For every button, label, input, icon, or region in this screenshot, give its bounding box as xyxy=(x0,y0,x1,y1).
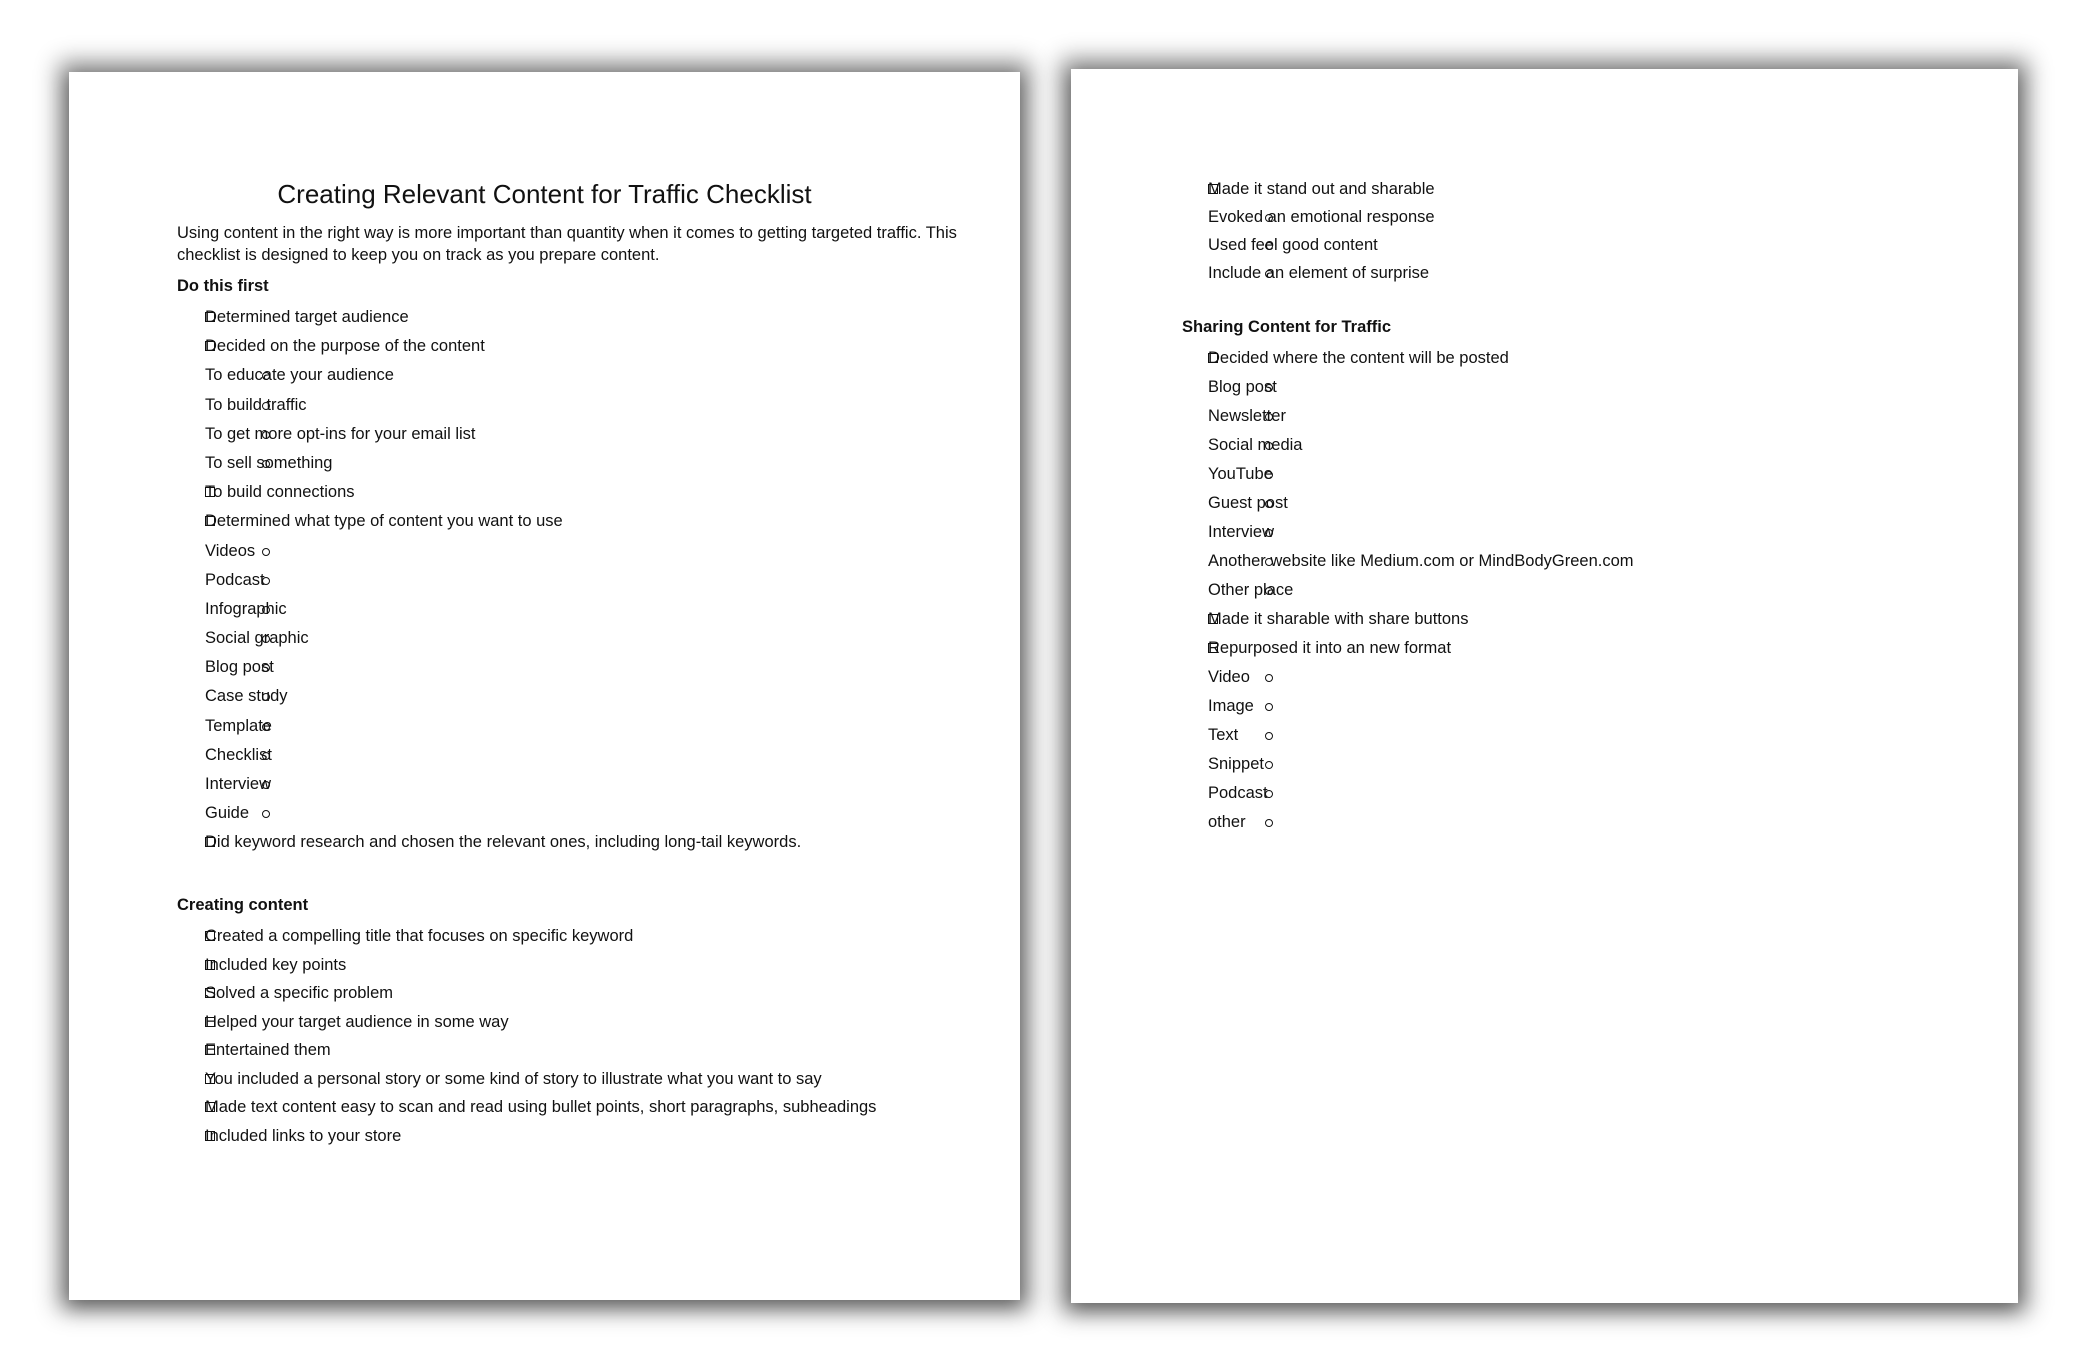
sub-list-item xyxy=(1208,377,1988,398)
checkbox-icon xyxy=(1208,184,1218,194)
page-title: Creating Relevant Content for Traffic Checklist xyxy=(277,179,812,209)
sub-list-item xyxy=(1208,522,1988,543)
item-text: Created a compelling title that focuses on specific keyword xyxy=(205,927,634,945)
checkbox-icon xyxy=(1208,353,1218,363)
item-text: Made it sharable with share buttons xyxy=(1208,610,1469,628)
item-text: Solved a specific problem xyxy=(205,984,394,1002)
item-text: Blog post xyxy=(205,658,274,677)
bullet-circle-icon xyxy=(1265,500,1273,508)
item-text: Another website like Medium.com or MindBodyGreen.com xyxy=(1208,552,1634,570)
checklist-do-this-first xyxy=(205,307,1005,862)
item-text: Interview xyxy=(1208,523,1275,541)
item-text: Decided on the purpose of the content xyxy=(205,337,485,356)
checkbox-icon xyxy=(205,1074,215,1084)
item-text: Template xyxy=(205,716,272,735)
sub-list-item xyxy=(1208,435,1988,456)
checklist-item xyxy=(205,1126,975,1147)
item-text: Other place xyxy=(1208,581,1294,599)
item-text: Evoked an emotional response xyxy=(1208,208,1435,226)
checkbox-icon xyxy=(205,931,215,941)
sub-list-item xyxy=(205,541,1005,562)
checklist-creating-content xyxy=(205,926,975,1154)
bullet-circle-icon xyxy=(1265,384,1273,392)
item-text: Social media xyxy=(1208,436,1303,454)
checklist-item xyxy=(205,307,1005,328)
checklist-item xyxy=(205,832,1005,853)
item-text: Checklist xyxy=(205,745,272,764)
item-text: To build connections xyxy=(205,483,355,502)
sub-list-item xyxy=(205,774,1005,795)
sub-list-item xyxy=(205,745,1005,766)
item-text: To educate your audience xyxy=(205,366,394,385)
bullet-circle-icon xyxy=(262,752,270,760)
document-page-1 xyxy=(69,72,1020,1300)
bullet-circle-icon xyxy=(1265,270,1273,278)
bullet-circle-icon xyxy=(1265,471,1273,479)
item-text: To get more opt-ins for your email list xyxy=(205,424,476,443)
item-text: Include an element of surprise xyxy=(1208,264,1430,282)
bullet-circle-icon xyxy=(262,460,270,468)
sub-list-item xyxy=(205,453,1005,474)
sub-list-item xyxy=(205,803,1005,824)
item-text: other xyxy=(1208,813,1246,831)
section-heading-sharing-content: Sharing Content for Traffic xyxy=(1182,318,1392,336)
item-text: Text xyxy=(1208,726,1239,744)
sub-list-item xyxy=(205,686,1005,707)
checklist-sharing-content xyxy=(1208,348,1988,841)
item-text: Made it stand out and sharable xyxy=(1208,180,1435,198)
bullet-circle-icon xyxy=(1265,819,1273,827)
bullet-circle-icon xyxy=(262,431,270,439)
sub-list-item xyxy=(205,628,1005,649)
item-text: Videos xyxy=(205,541,256,560)
checkbox-icon xyxy=(205,988,215,998)
item-text: Guide xyxy=(205,804,250,823)
sub-list-item xyxy=(1208,207,1988,228)
item-text: Did keyword research and chosen the relevant ones, including long-tail keywords. xyxy=(205,833,802,852)
checkbox-icon xyxy=(205,341,215,351)
checkbox-icon xyxy=(205,487,215,497)
checkbox-icon xyxy=(205,960,215,970)
sub-list-item xyxy=(1208,754,1988,775)
sub-list-item xyxy=(1208,783,1988,804)
checkbox-icon xyxy=(205,837,215,847)
bullet-circle-icon xyxy=(262,606,270,614)
sub-list-item xyxy=(1208,464,1988,485)
bullet-circle-icon xyxy=(262,723,270,731)
checklist-item xyxy=(205,511,1005,532)
checklist-item xyxy=(205,983,975,1004)
bullet-circle-icon xyxy=(1265,529,1273,537)
checklist-item xyxy=(205,336,1005,357)
item-text: Helped your target audience in some way xyxy=(205,1012,509,1031)
item-text: You included a personal story or some kind of story to illustrate what you want to say xyxy=(205,1069,822,1088)
sub-list-item xyxy=(1208,580,1988,601)
bullet-circle-icon xyxy=(1265,790,1273,798)
checklist-item xyxy=(1208,348,1988,369)
sub-list-item xyxy=(1208,725,1988,746)
bullet-circle-icon xyxy=(1265,587,1273,595)
bullet-circle-icon xyxy=(262,635,270,643)
bullet-circle-icon xyxy=(1265,442,1273,450)
checkbox-icon xyxy=(205,1131,215,1141)
item-text: Included links to your store xyxy=(205,1126,402,1145)
checkbox-icon xyxy=(205,1045,215,1055)
checklist-item xyxy=(205,482,1005,503)
bullet-circle-icon xyxy=(262,781,270,789)
sub-list-item xyxy=(1208,235,1988,256)
item-text: Entertained them xyxy=(205,1041,331,1059)
checklist-item xyxy=(205,1069,975,1090)
sub-list-item xyxy=(1208,263,1988,284)
item-text: Repurposed it into an new format xyxy=(1208,639,1452,657)
item-text: Blog post xyxy=(1208,378,1277,396)
sub-list-item xyxy=(205,395,1005,416)
intro-paragraph: Using content in the right way is more important than quantity when it comes to getting targeted traffic. This checklist is designed to keep you on track as you prepare content. xyxy=(177,224,957,264)
checklist-continued xyxy=(1208,179,1988,291)
item-text: Video xyxy=(1208,668,1250,686)
item-text: Snippet xyxy=(1208,755,1264,773)
sub-list-item xyxy=(205,599,1005,620)
checklist-item xyxy=(205,955,975,976)
item-text: Determined target audience xyxy=(205,308,409,326)
bullet-circle-icon xyxy=(262,548,270,556)
sub-list-item xyxy=(1208,493,1988,514)
bullet-circle-icon xyxy=(262,577,270,585)
item-text: Case study xyxy=(205,687,288,706)
item-text: Determined what type of content you want to use xyxy=(205,512,563,531)
sub-list-item xyxy=(205,657,1005,678)
checklist-item xyxy=(205,1097,975,1118)
item-text: Guest post xyxy=(1208,494,1288,512)
sub-list-item xyxy=(1208,812,1988,833)
item-text: Included key points xyxy=(205,955,347,974)
checklist-item xyxy=(205,1012,975,1033)
item-text: Podcast xyxy=(1208,784,1268,802)
bullet-circle-icon xyxy=(1265,703,1273,711)
item-text: Podcast xyxy=(205,570,265,589)
checkbox-icon xyxy=(1208,643,1218,653)
section-heading-do-this-first: Do this first xyxy=(177,277,269,295)
item-text: Infographic xyxy=(205,599,287,618)
checkbox-icon xyxy=(205,516,215,526)
bullet-circle-icon xyxy=(1265,413,1273,421)
document-page-2 xyxy=(1071,69,2018,1303)
checkbox-icon xyxy=(1208,614,1218,624)
sub-list-item xyxy=(205,365,1005,386)
item-text: Decided where the content will be posted xyxy=(1208,349,1509,367)
item-text: Image xyxy=(1208,697,1254,715)
bullet-circle-icon xyxy=(1265,732,1273,740)
sub-list-item xyxy=(205,716,1005,737)
bullet-circle-icon xyxy=(262,402,270,410)
checkbox-icon xyxy=(205,312,215,322)
bullet-circle-icon xyxy=(1265,242,1273,250)
sub-list-item xyxy=(1208,406,1988,427)
checklist-item xyxy=(205,926,975,947)
checklist-item xyxy=(205,1040,975,1061)
checkbox-icon xyxy=(205,1017,215,1027)
item-text: To sell something xyxy=(205,453,333,472)
item-text: YouTube xyxy=(1208,465,1273,483)
item-text: Used feel good content xyxy=(1208,236,1378,254)
item-text: Made text content easy to scan and read using bullet points, short paragraphs, subheadings xyxy=(205,1098,877,1116)
item-text: Interview xyxy=(205,775,272,793)
checkbox-icon xyxy=(205,1102,215,1112)
bullet-circle-icon xyxy=(1265,558,1273,566)
checklist-item xyxy=(1208,179,1988,200)
sub-list-item xyxy=(1208,696,1988,717)
section-heading-creating-content: Creating content xyxy=(177,896,309,914)
item-text: Social graphic xyxy=(205,629,309,648)
bullet-circle-icon xyxy=(1265,214,1273,222)
sub-list-item xyxy=(205,570,1005,591)
checklist-item xyxy=(1208,638,1988,659)
sub-list-item xyxy=(205,424,1005,445)
bullet-circle-icon xyxy=(1265,761,1273,769)
sub-list-item xyxy=(1208,667,1988,688)
item-text: Newsletter xyxy=(1208,407,1286,425)
sub-list-item xyxy=(1208,551,1988,572)
item-text: To build traffic xyxy=(205,395,307,414)
checklist-item xyxy=(1208,609,1988,630)
bullet-circle-icon xyxy=(1265,674,1273,682)
